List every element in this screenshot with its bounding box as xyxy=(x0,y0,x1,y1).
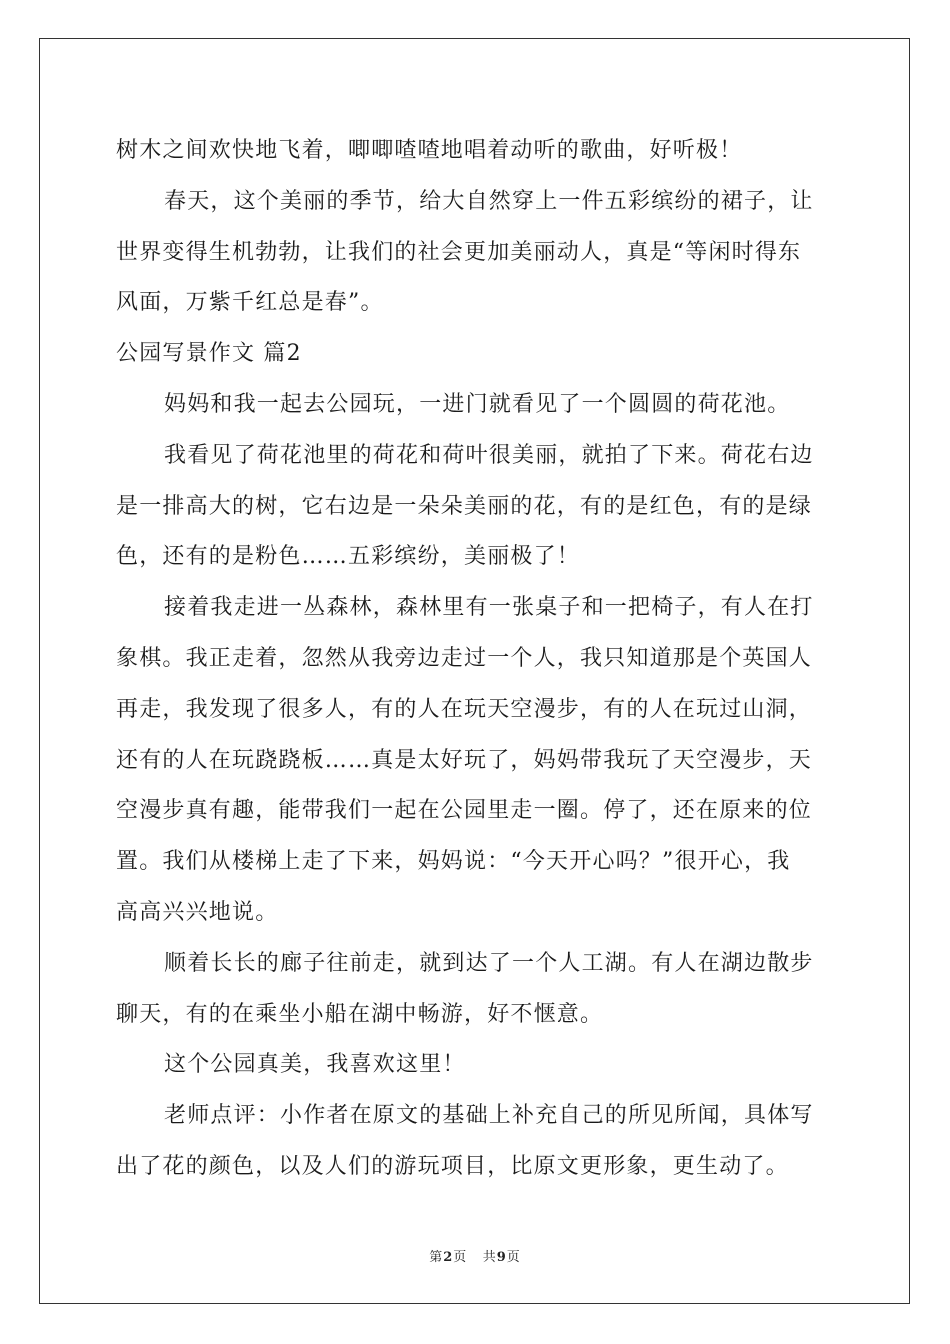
text-line: 公园写景作文 篇2 xyxy=(116,341,302,367)
text-line: 聊天，有的在乘坐小船在湖中畅游，好不惬意。 xyxy=(116,1001,604,1027)
text-line: 还有的人在玩跷跷板……真是太好玩了，妈妈带我玩了天空漫步，天 xyxy=(116,747,813,773)
text-line: 出了花的颜色，以及人们的游玩项目，比原文更形象，更生动了。 xyxy=(116,1153,789,1179)
text-line: 置。我们从楼梯上走了下来，妈妈说：“今天开心吗？”很开心，我 xyxy=(116,849,791,875)
total-prefix: 共 xyxy=(482,1250,497,1265)
text-line: 老师点评：小作者在原文的基础上补充自己的所见所闻，具体写 xyxy=(164,1103,814,1129)
text-line: 象棋。我正走着，忽然从我旁边走过一个人，我只知道那是个英国人 xyxy=(116,645,813,671)
text-line: 色，还有的是粉色……五彩缤纷，美丽极了！ xyxy=(116,544,581,570)
page-footer xyxy=(0,1246,950,1265)
page-prefix: 第 xyxy=(429,1250,444,1265)
page-current: 2 xyxy=(443,1250,454,1265)
text-line: 接着我走进一丛森林，森林里有一张桌子和一把椅子，有人在打 xyxy=(164,595,814,621)
document-body xyxy=(116,126,836,1193)
text-line: 是一排高大的树，它右边是一朵朵美丽的花，有的是红色，有的是绿 xyxy=(116,493,813,519)
text-line: 这个公园真美，我喜欢这里！ xyxy=(164,1052,466,1078)
text-line: 风面，万紫千红总是春”。 xyxy=(116,290,384,316)
total-suffix: 页 xyxy=(506,1250,521,1265)
page-total: 9 xyxy=(496,1250,507,1265)
text-line: 妈妈和我一起去公园玩，一进门就看见了一个圆圆的荷花池。 xyxy=(164,391,791,417)
text-line: 世界变得生机勃勃，让我们的社会更加美丽动人，真是“等闲时得东 xyxy=(116,239,802,265)
text-line: 高高兴兴地说。 xyxy=(116,899,279,925)
text-line: 空漫步真有趣，能带我们一起在公园里走一圈。停了，还在原来的位 xyxy=(116,798,813,824)
text-line: 春天，这个美丽的季节，给大自然穿上一件五彩缤纷的裙子，让 xyxy=(164,188,814,214)
text-line: 再走，我发现了很多人，有的人在玩天空漫步，有的人在玩过山洞， xyxy=(116,696,813,722)
page-suffix: 页 xyxy=(453,1250,468,1265)
text-line: 我看见了荷花池里的荷花和荷叶很美丽，就拍了下来。荷花右边 xyxy=(164,442,814,468)
text-line: 树木之间欢快地飞着，唧唧喳喳地唱着动听的歌曲，好听极！ xyxy=(116,138,743,163)
text-line: 顺着长长的廊子往前走，就到达了一个人工湖。有人在湖边散步 xyxy=(164,950,814,976)
